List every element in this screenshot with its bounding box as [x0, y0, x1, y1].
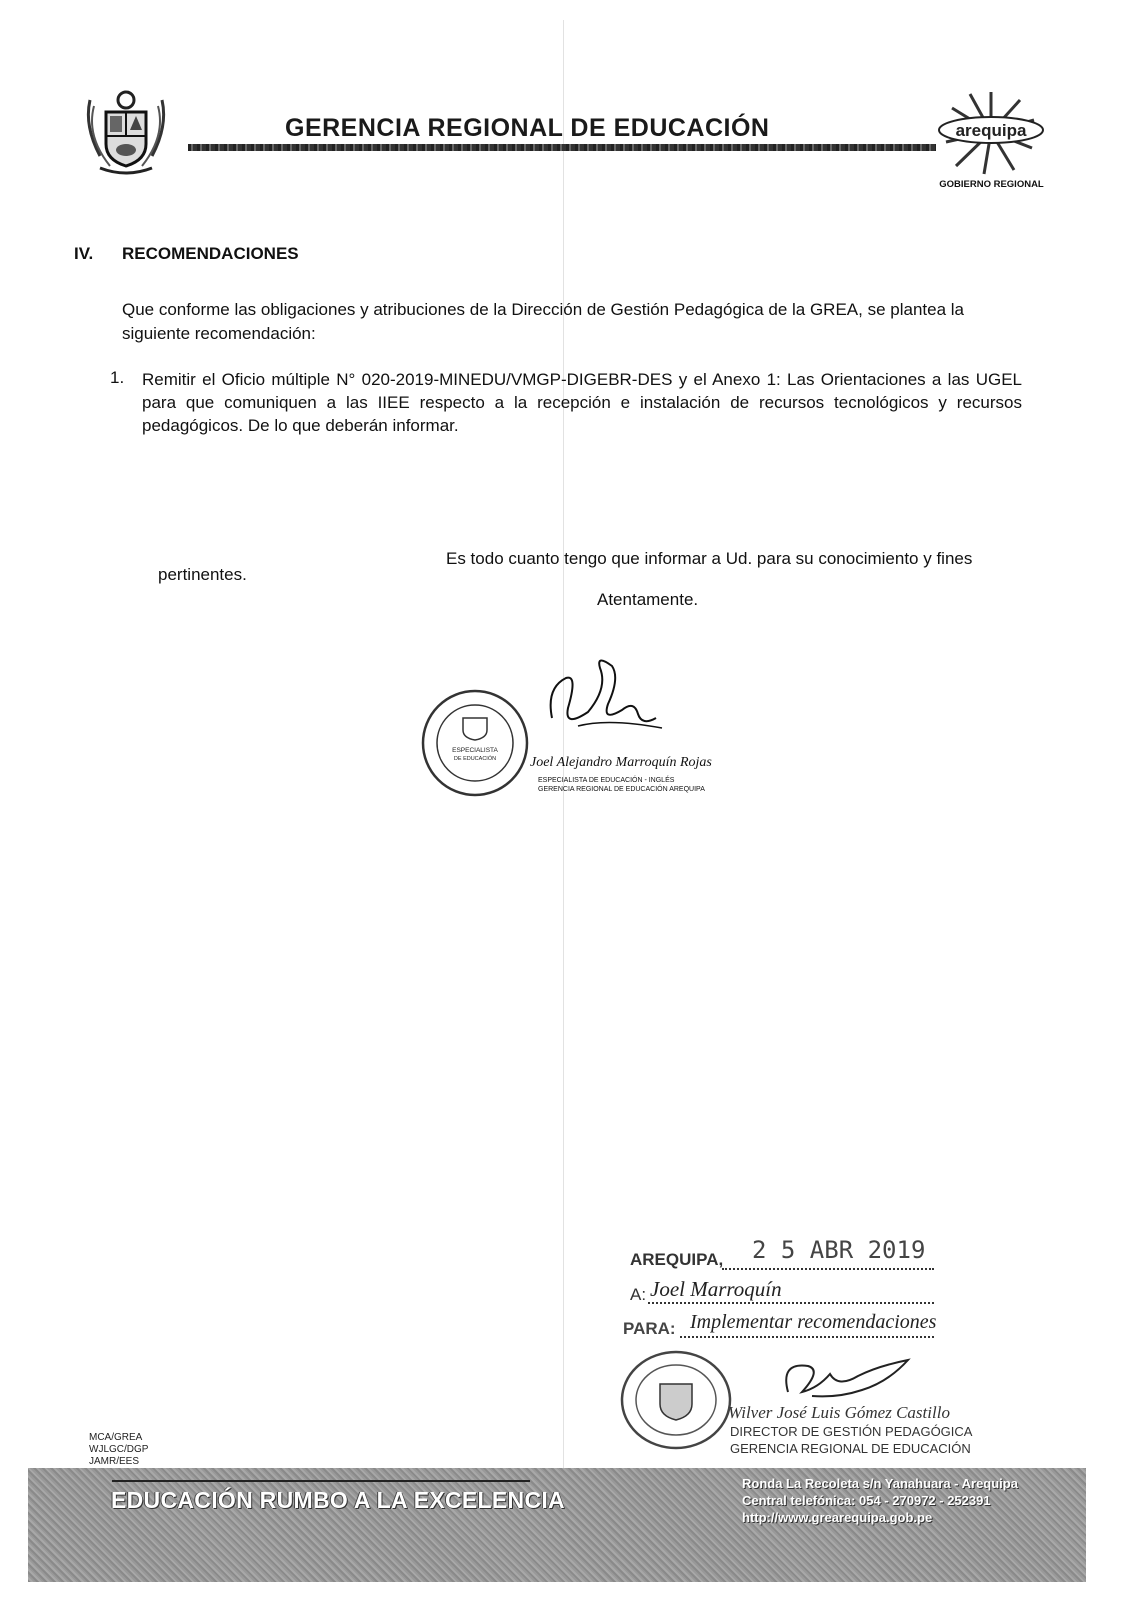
routing-date-line	[722, 1268, 934, 1270]
seal-coat-icon	[660, 1384, 692, 1420]
routing-city: AREQUIPA,	[630, 1250, 724, 1269]
seal-shield-icon	[463, 718, 487, 740]
routing-to-line	[648, 1302, 934, 1304]
section-number: IV.	[74, 244, 94, 263]
routing-to-value: Joel Marroquín	[650, 1277, 782, 1301]
salutation: Atentamente.	[597, 590, 699, 609]
routing-for-label: PARA:	[623, 1319, 676, 1338]
footer-rule	[112, 1480, 530, 1482]
recommendation-text: Remitir el Oficio múltiple N° 020-2019-MINEDU/VMGP-DIGEBR-DES y el Anexo 1: Las Orientaciones a las UGEL para que comuniquen a las IIEE respecto a la recepción e instalación de recursos tecnológicos y recursos pedagógicos. De lo que deberán informar.	[142, 370, 1022, 435]
signer-1-role-line-2: GERENCIA REGIONAL DE EDUCACIÓN AREQUIPA	[538, 786, 705, 793]
footer-address: Ronda La Recoleta s/n Yanahuara - Arequipa	[742, 1476, 1018, 1491]
routing-for-value: Implementar recomendaciones	[690, 1311, 937, 1333]
closing-line-1: Es todo cuanto tengo que informar a Ud. para su conocimiento y fines	[446, 549, 973, 568]
footer-contact	[742, 1475, 1018, 1526]
signer-1-role-line-1: ESPECIALISTA DE EDUCACIÓN - INGLÉS	[538, 777, 675, 784]
director-seal	[620, 1350, 732, 1450]
specialist-seal	[420, 688, 530, 798]
footer-website: http://www.grearequipa.gob.pe	[742, 1510, 933, 1525]
logo-wordmark: arequipa	[955, 121, 1027, 140]
recommendation-number: 1.	[110, 368, 125, 387]
header-title: GERENCIA REGIONAL DE EDUCACIÓN	[285, 114, 770, 142]
header-rule	[188, 144, 936, 151]
peru-coat-of-arms-icon	[80, 86, 172, 182]
closing-line-2: pertinentes.	[158, 565, 247, 584]
signature-scribble-1	[538, 648, 668, 748]
footer-slogan: EDUCACIÓN RUMBO A LA EXCELENCIA	[111, 1487, 565, 1513]
signer-2-name: Wilver José Luis Gómez Castillo	[728, 1403, 950, 1422]
regional-government-logo	[934, 86, 1049, 178]
sun-logo-icon	[934, 86, 1049, 178]
seal-center-line-2: DE EDUCACIÓN	[453, 756, 497, 762]
initials-line-2: WJLGC/DGP	[89, 1444, 149, 1455]
initials-line-1: MCA/GREA	[89, 1432, 143, 1443]
routing-for-line	[680, 1336, 934, 1338]
section-title: RECOMENDACIONES	[122, 244, 299, 263]
footer-phone: Central telefónica: 054 - 270972 - 252391	[742, 1493, 991, 1508]
seal-center-line-1: ESPECIALISTA	[452, 747, 498, 754]
signer-1-role	[538, 776, 705, 794]
section-intro: Que conforme las obligaciones y atribuciones de la Dirección de Gestión Pedagógica de la GREA, se plantea la siguiente recomendación:	[122, 300, 964, 343]
logo-subtitle: GOBIERNO REGIONAL	[939, 179, 1044, 190]
routing-to-label: A:	[630, 1285, 647, 1304]
signature-scribble-2	[778, 1352, 918, 1408]
signer-1-name: Joel Alejandro Marroquín Rojas	[530, 755, 712, 770]
initials-line-3: JAMR/EES	[89, 1456, 140, 1467]
routing-date: 2 5 ABR 2019	[752, 1236, 926, 1264]
signer-2-role-line-1: DIRECTOR DE GESTIÓN PEDAGÓGICA	[730, 1424, 973, 1439]
reference-initials	[89, 1432, 148, 1468]
signer-2-role-line-2: GERENCIA REGIONAL DE EDUCACIÓN	[730, 1441, 971, 1456]
